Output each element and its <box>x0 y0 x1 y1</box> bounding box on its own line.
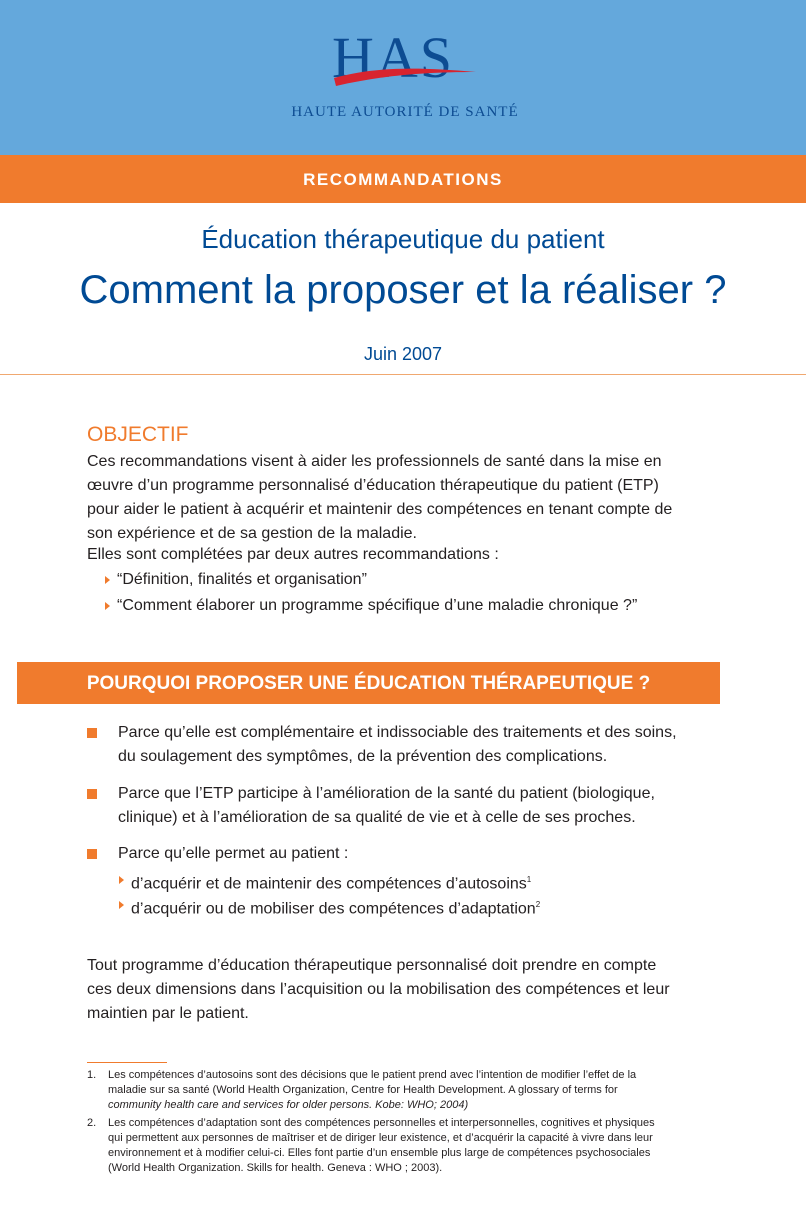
objectif-line: pour aider le patient à acquérir et maintenir des compétences en tenant compte de <box>87 501 673 518</box>
footnote-line: Les compétences d’autosoins sont des décisions que le patient prend avec l’intention de modifier l’effet de la <box>108 1069 637 1081</box>
square-bullet-icon <box>87 849 97 859</box>
footnote-ref: 2 <box>535 900 541 909</box>
objectif-line: son expérience et de sa gestion de la maladie. <box>87 525 417 542</box>
closing-line: ces deux dimensions dans l’acquisition ou la mobilisation des compétences et leur <box>87 981 670 998</box>
arrow-bullet-icon <box>119 901 124 909</box>
footnote-text <box>108 1116 721 1176</box>
reason-line: Parce que l’ETP participe à l’amélioration de la santé du patient (biologique, <box>118 785 655 802</box>
title-divider <box>0 374 806 375</box>
objectif-line: Ces recommandations visent à aider les professionnels de santé dans la mise en <box>87 453 662 470</box>
related-recommendation-item <box>117 594 637 618</box>
related-recommendation-item <box>117 568 367 592</box>
objectif-line: œuvre d’un programme personnalisé d’éducation thérapeutique du patient (ETP) <box>87 477 659 494</box>
footnote-text <box>108 1068 721 1113</box>
reason-text <box>118 721 721 769</box>
reason-line: du soulagement des symptômes, de la prévention des complications. <box>118 748 608 765</box>
document-date: Juin 2007 <box>363 344 443 364</box>
arrow-bullet-icon <box>119 876 124 884</box>
objectif-paragraph <box>87 450 721 546</box>
footnote-line: community health care and services for older persons. Kobe: WHO; 2004) <box>108 1099 469 1111</box>
reason-line: clinique) et à l’amélioration de sa qualité de vie et à celle de ses proches. <box>118 809 636 826</box>
has-logo <box>280 24 530 129</box>
reason-line: Parce qu’elle est complémentaire et indissociable des traitements et des soins, <box>118 724 677 741</box>
competence-item <box>131 893 540 921</box>
recommandations-banner: RECOMMANDATIONS <box>0 155 806 203</box>
page-header <box>0 0 806 155</box>
section-heading: POURQUOI PROPOSER UNE ÉDUCATION THÉRAPEUTIQUE ? <box>17 662 720 704</box>
closing-paragraph <box>87 954 721 1026</box>
footnote-rule <box>87 1062 167 1063</box>
objectif-intro: Elles sont complétées par deux autres recommandations : <box>87 546 499 563</box>
reason-line: Parce qu’elle permet au patient : <box>118 845 349 862</box>
closing-line: maintien par le patient. <box>87 1005 249 1022</box>
footnote-line: maladie sur sa santé (World Health Organization, Centre for Health Development. A glossary of terms for <box>108 1084 618 1096</box>
footnote-ref: 1 <box>526 875 532 884</box>
objectif-heading: OBJECTIF <box>87 423 189 446</box>
footnote-number: 2. <box>87 1117 97 1129</box>
logo-subtitle: HAUTE AUTORITÉ DE SANTÉ <box>291 104 519 120</box>
reason-text <box>118 842 721 866</box>
competence-text: d’acquérir ou de mobiliser des compétences d’adaptation <box>131 900 536 918</box>
footnote-line: environnement et à modifier celui-ci. Elles font partie d’un ensemble plus large de compétences psychosociales <box>108 1147 651 1159</box>
footnote-number: 1. <box>87 1069 97 1081</box>
document-title: Comment la proposer et la réaliser ? <box>79 268 727 312</box>
footnote-line: Les compétences d’adaptation sont des compétences personnelles et interpersonnelles, cognitives et physiques <box>108 1117 655 1129</box>
footnote-line: qui permettent aux personnes de maîtriser et de diriger leur existence, et d’acquérir la capacité à vivre dans leur <box>108 1132 653 1144</box>
square-bullet-icon <box>87 789 97 799</box>
reason-text <box>118 782 721 830</box>
logo-letters: HAS <box>332 25 455 90</box>
closing-line: Tout programme d’éducation thérapeutique personnalisé doit prendre en compte <box>87 957 657 974</box>
competence-text: d’acquérir et de maintenir des compétences d’autosoins <box>131 875 527 893</box>
related-recommendation-text: “Comment élaborer un programme spécifique d’une maladie chronique ?” <box>117 597 638 614</box>
related-recommendation-text: “Définition, finalités et organisation” <box>117 571 367 588</box>
arrow-bullet-icon <box>105 602 110 610</box>
logo-swoosh-icon <box>330 46 480 96</box>
footnote-line: (World Health Organization. Skills for health. Geneva : WHO ; 2003). <box>108 1162 443 1174</box>
document-subtitle: Éducation thérapeutique du patient <box>201 224 605 254</box>
square-bullet-icon <box>87 728 97 738</box>
arrow-bullet-icon <box>105 576 110 584</box>
